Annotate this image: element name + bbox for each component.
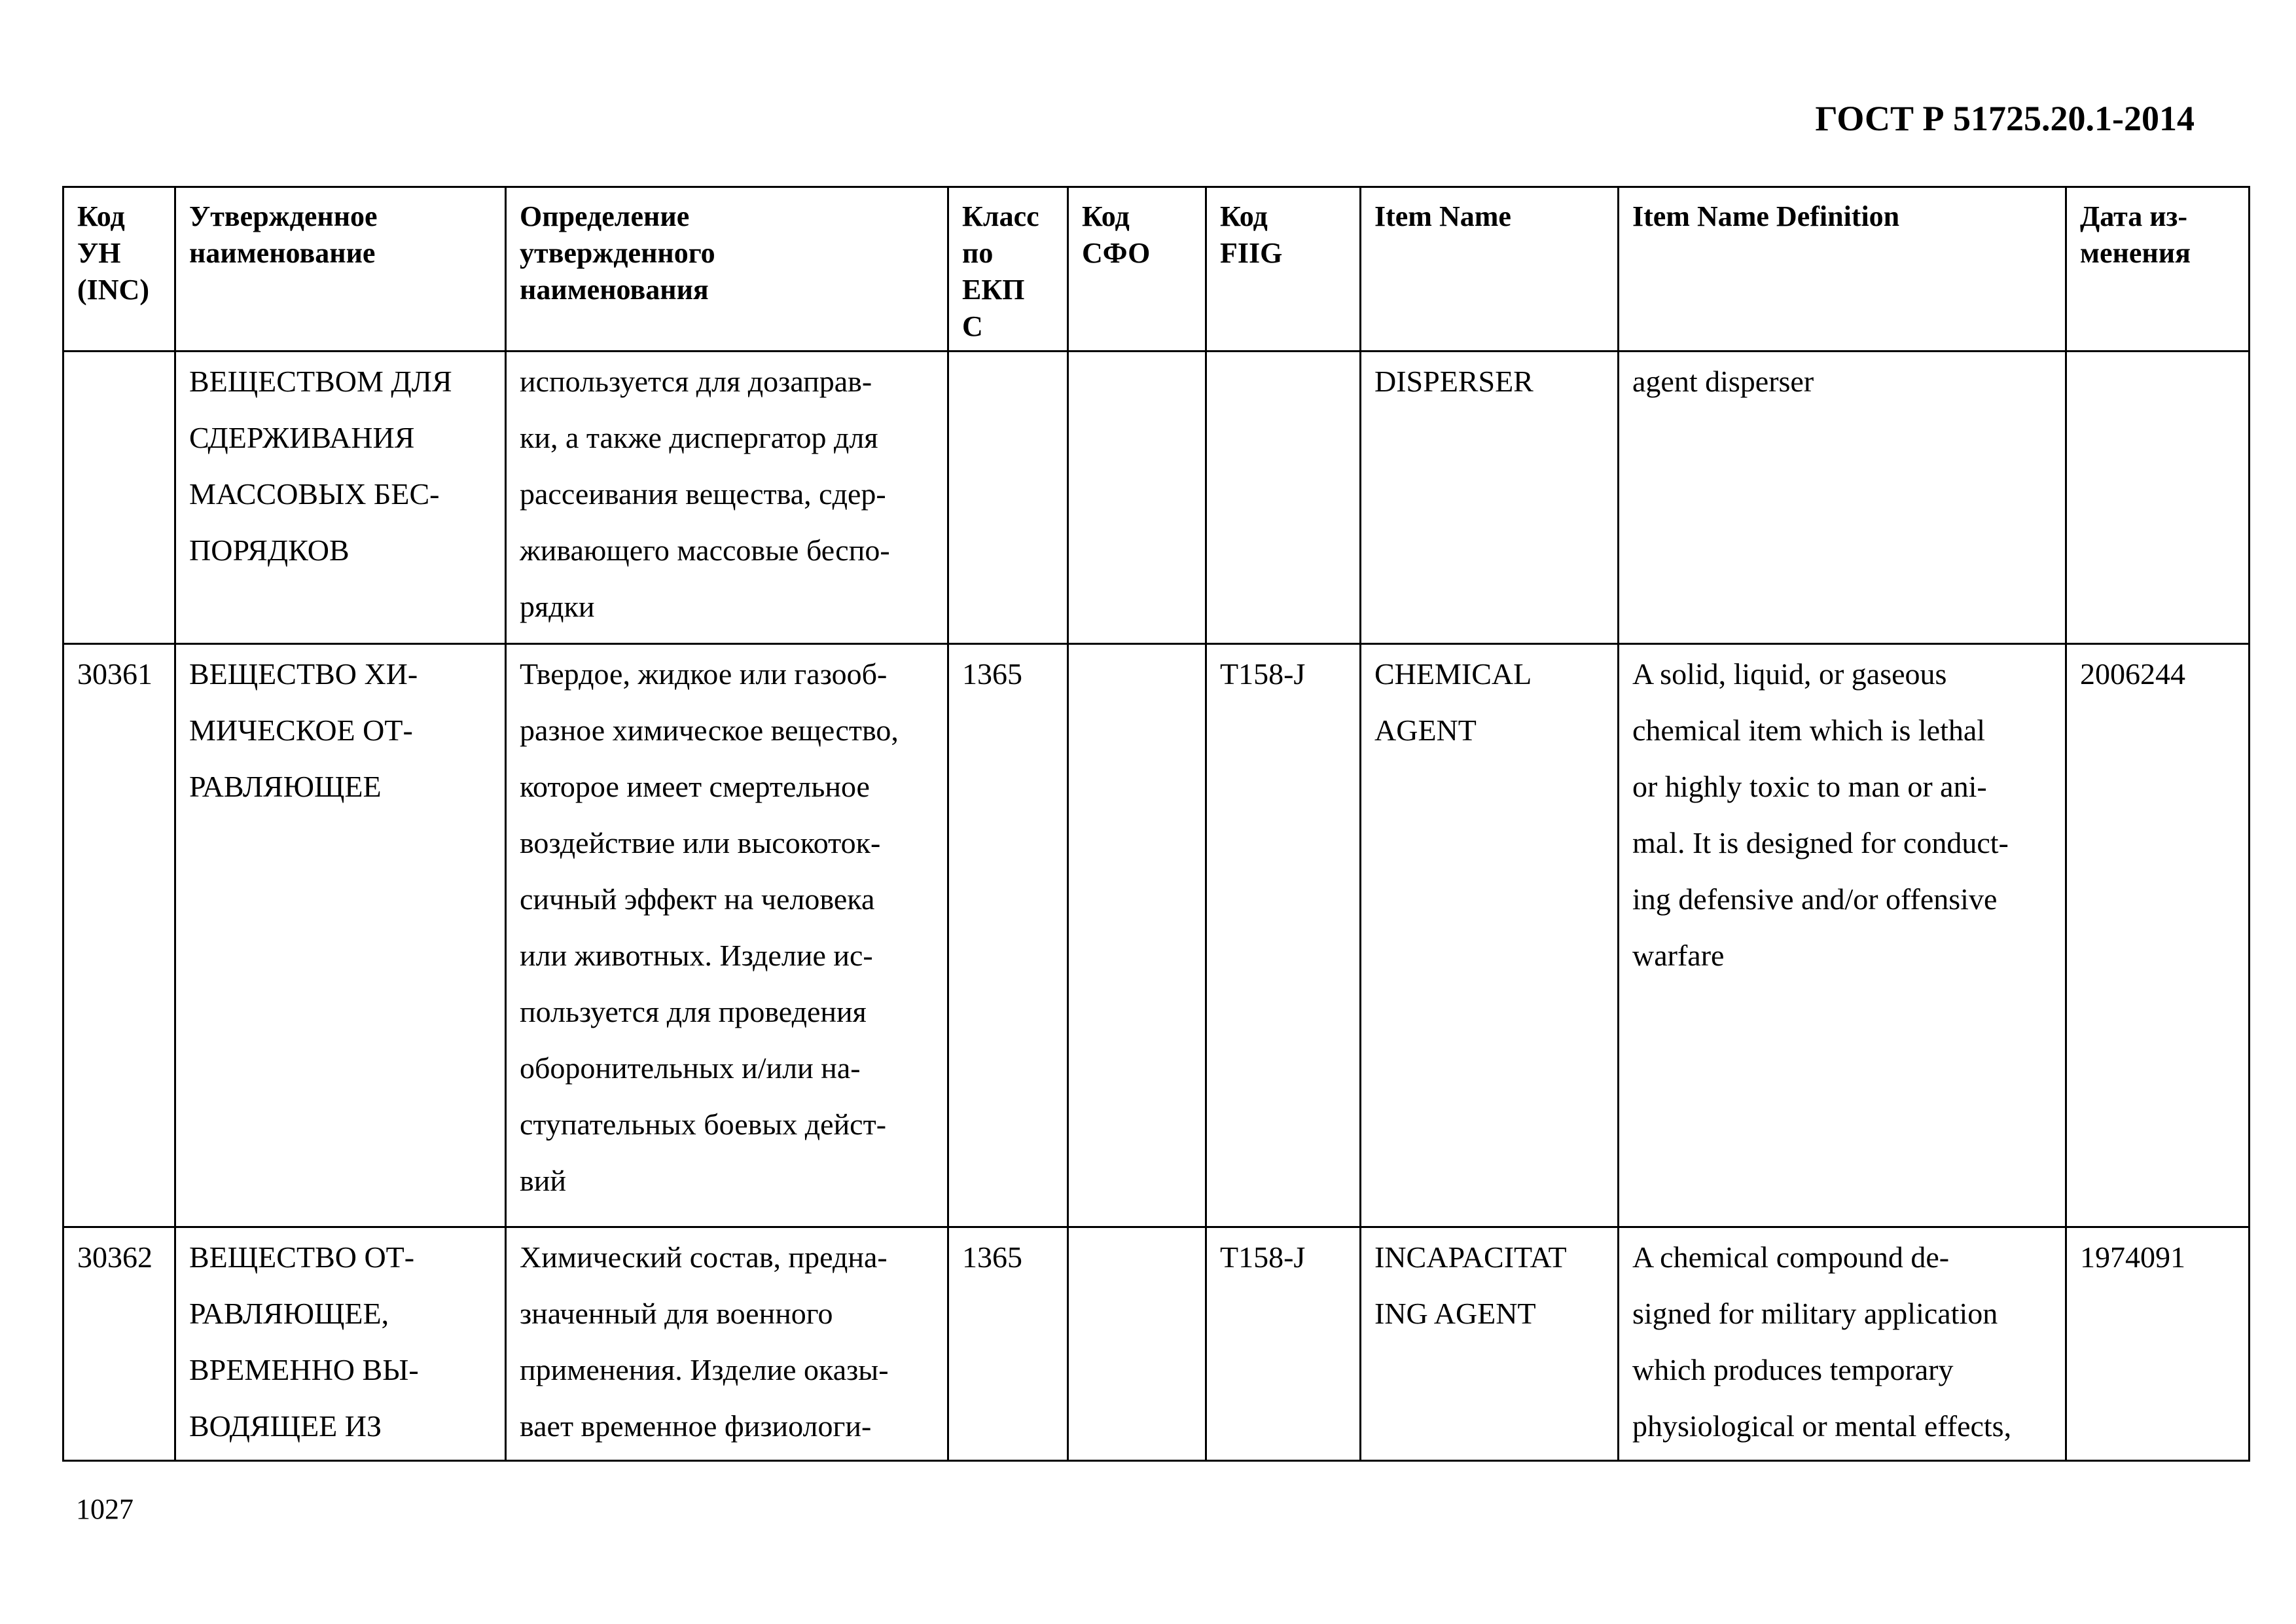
cell-fiig — [1206, 352, 1361, 644]
cell-code — [63, 644, 175, 1227]
cell-text-line: A solid, liquid, or gaseous — [1632, 657, 1947, 691]
cell-code — [63, 352, 175, 644]
cell-text-line: ВЕЩЕСТВО ХИ- — [189, 657, 418, 691]
cell-text-line: применения. Изделие оказы- — [520, 1353, 889, 1386]
cell-text-line: С — [962, 310, 983, 342]
cell-fiig — [1206, 1227, 1361, 1461]
cell-text-line: 30361 — [77, 657, 152, 691]
cell-name — [175, 644, 506, 1227]
cell-text-line: agent disperser — [1632, 365, 1814, 398]
cell-text-line: которое имеет смертельное — [520, 770, 870, 803]
cell-text-line: сичный эффект на человека — [520, 882, 875, 916]
cell-text-line: Код — [77, 200, 125, 232]
cell-text-line: МАССОВЫХ БЕС- — [189, 477, 440, 511]
header-row — [63, 187, 2250, 352]
registry-table — [62, 186, 2250, 1462]
cell-text-line: which produces temporary — [1632, 1353, 1954, 1386]
cell-definition — [506, 644, 948, 1227]
cell-text-line: 1365 — [962, 657, 1022, 691]
table-row — [63, 1227, 2250, 1461]
cell-text-line: вает временное физиологи- — [520, 1409, 872, 1443]
cell-item-definition — [1619, 1227, 2066, 1461]
cell-item-name — [1361, 644, 1619, 1227]
cell-text-line: 30362 — [77, 1240, 152, 1274]
cell-text-line: ВЕЩЕСТВО ОТ- — [189, 1240, 415, 1274]
cell-definition — [506, 1227, 948, 1461]
cell-text-line: живающего массовые беспо- — [520, 533, 890, 567]
col-header-fiig — [1206, 187, 1361, 352]
cell-text-line: СФО — [1082, 237, 1151, 269]
cell-text-line: mal. It is designed for conduct- — [1632, 826, 2009, 859]
cell-text-line: наименование — [189, 237, 376, 269]
cell-text-line: or highly toxic to man or ani- — [1632, 770, 1987, 803]
cell-text-line: МИЧЕСКОЕ ОТ- — [189, 713, 413, 747]
cell-text-line: 1974091 — [2080, 1240, 2185, 1274]
cell-class — [948, 352, 1068, 644]
cell-text-line: используется для дозаправ- — [520, 365, 872, 398]
col-header-item-name — [1361, 187, 1619, 352]
cell-text-line: ВОДЯЩЕЕ ИЗ — [189, 1409, 382, 1443]
cell-text-line: пользуется для проведения — [520, 995, 867, 1028]
cell-text-line: ПОРЯДКОВ — [189, 533, 350, 567]
cell-text-line: 1365 — [962, 1240, 1022, 1274]
cell-sfo — [1068, 352, 1206, 644]
cell-text-line: FIIG — [1220, 237, 1283, 269]
col-header-date — [2066, 187, 2250, 352]
cell-text-line: Item Name — [1374, 200, 1511, 232]
cell-class — [948, 1227, 1068, 1461]
cell-item-definition — [1619, 644, 2066, 1227]
cell-text-line: ing defensive and/or offensive — [1632, 882, 1998, 916]
col-header-name — [175, 187, 506, 352]
cell-text-line: Утвержденное — [189, 200, 378, 232]
col-header-code — [63, 187, 175, 352]
cell-code — [63, 1227, 175, 1461]
cell-text-line: Код — [1220, 200, 1268, 232]
cell-text-line: воздействие или высокоток- — [520, 826, 881, 859]
cell-sfo — [1068, 1227, 1206, 1461]
cell-text-line: оборонительных и/или на- — [520, 1051, 861, 1085]
cell-text-line: CHEMICAL — [1374, 657, 1532, 691]
cell-item-name — [1361, 352, 1619, 644]
cell-text-line: менения — [2080, 237, 2191, 269]
cell-text-line: УН — [77, 237, 121, 269]
cell-text-line: DISPERSER — [1374, 365, 1534, 398]
cell-text-line: или животных. Изделие ис- — [520, 939, 873, 972]
cell-text-line: наименования — [520, 274, 709, 306]
cell-definition — [506, 352, 948, 644]
cell-text-line: ВЕЩЕСТВОМ ДЛЯ — [189, 365, 452, 398]
cell-text-line: physiological or mental effects, — [1632, 1409, 2012, 1443]
cell-item-definition — [1619, 352, 2066, 644]
cell-text-line: T158-J — [1220, 1240, 1306, 1274]
cell-sfo — [1068, 644, 1206, 1227]
cell-date — [2066, 352, 2250, 644]
cell-item-name — [1361, 1227, 1619, 1461]
cell-text-line: ING AGENT — [1374, 1297, 1536, 1330]
page-number: 1027 — [76, 1493, 134, 1525]
cell-date — [2066, 1227, 2250, 1461]
cell-text-line: Определение — [520, 200, 690, 232]
cell-text-line: ВРЕМЕННО ВЫ- — [189, 1353, 419, 1386]
cell-text-line: СДЕРЖИВАНИЯ — [189, 421, 415, 454]
cell-text-line: вий — [520, 1164, 566, 1197]
cell-date — [2066, 644, 2250, 1227]
col-header-sfo — [1068, 187, 1206, 352]
col-header-class — [948, 187, 1068, 352]
col-header-definition — [506, 187, 948, 352]
cell-name — [175, 352, 506, 644]
cell-text-line: Код — [1082, 200, 1130, 232]
cell-text-line: разное химическое вещество, — [520, 713, 899, 747]
cell-text-line: РАВЛЯЮЩЕЕ — [189, 770, 382, 803]
cell-text-line: Твердое, жидкое или газооб- — [520, 657, 888, 691]
cell-text-line: ЕКП — [962, 274, 1025, 306]
cell-text-line: chemical item which is lethal — [1632, 713, 1986, 747]
cell-text-line: ки, а также диспергатор для — [520, 421, 878, 454]
table-row — [63, 352, 2250, 644]
cell-class — [948, 644, 1068, 1227]
cell-text-line: рассеивания вещества, сдер- — [520, 477, 886, 511]
cell-text-line: Дата из- — [2080, 200, 2187, 232]
cell-text-line: Химический состав, предна- — [520, 1240, 888, 1274]
table-row — [63, 644, 2250, 1227]
cell-fiig — [1206, 644, 1361, 1227]
cell-text-line: AGENT — [1374, 713, 1477, 747]
cell-text-line: A chemical compound de- — [1632, 1240, 1950, 1274]
cell-name — [175, 1227, 506, 1461]
cell-text-line: 2006244 — [2080, 657, 2185, 691]
col-header-item-definition — [1619, 187, 2066, 352]
cell-text-line: T158-J — [1220, 657, 1306, 691]
cell-text-line: ступательных боевых дейст- — [520, 1108, 887, 1141]
cell-text-line: INCAPACITAT — [1374, 1240, 1567, 1274]
cell-text-line: утвержденного — [520, 237, 715, 269]
cell-text-line: warfare — [1632, 939, 1725, 972]
cell-text-line: Класс — [962, 200, 1039, 232]
document-code: ГОСТ Р 51725.20.1-2014 — [1815, 99, 2195, 138]
cell-text-line: РАВЛЯЮЩЕЕ, — [189, 1297, 389, 1330]
cell-text-line: по — [962, 237, 994, 269]
cell-text-line: signed for military application — [1632, 1297, 1998, 1330]
cell-text-line: рядки — [520, 590, 595, 623]
cell-text-line: (INC) — [77, 274, 149, 306]
cell-text-line: значенный для военного — [520, 1297, 833, 1330]
cell-text-line: Item Name Definition — [1632, 200, 1900, 232]
